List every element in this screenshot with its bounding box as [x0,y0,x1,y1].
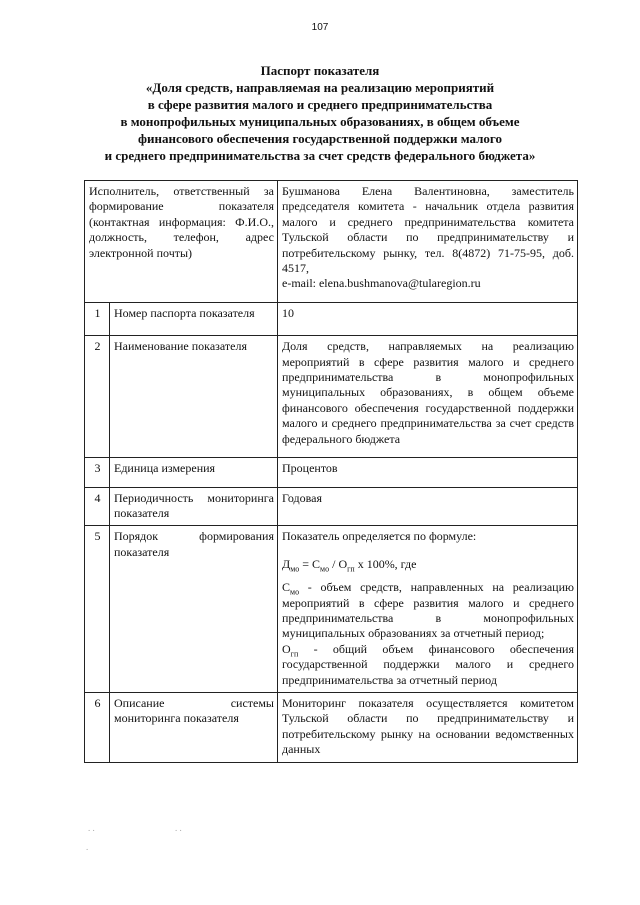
row-label: Порядок формирования показателя [110,526,278,693]
table-row-executor [85,181,578,303]
indicator-name: Доля средств, направляемых на реализацию мероприятий в сфере развития малого и среднего предпринимательства в монопрофильных муниципальных образованиях, в общем объеме финансового обеспечения государственной поддержки малого и среднего предпринимательства за счет средств федерального бюджета [282,339,574,446]
formula: $Д_{мо} = С_{мо} / О_{гп}$ х 100%, где [282,556,417,574]
row-label: Номер паспорта показателя [110,302,278,335]
title-line: Паспорт показателя [260,63,380,78]
scan-mark: . [86,842,89,852]
table-row [85,526,578,693]
row-number: 5 [85,526,110,693]
executor-label: Исполнитель, ответственный за формирование показателя (контактная информация: Ф.И.О., должность, телефон, адрес электронной почты) [85,181,278,303]
row-number: 1 [85,302,110,335]
title-line: в сфере развития малого и среднего предпринимательства [147,97,493,112]
row-value [278,336,578,458]
passport-table [84,180,578,763]
row-label: Описание системы мониторинга показателя [110,692,278,762]
row-label: Единица измерения [110,458,278,487]
passport-number: 10 [282,305,294,320]
formula-intro: Показатель определяется по формуле: [282,529,477,544]
row-number: 6 [85,692,110,762]
row-value [278,526,578,693]
row-label: Наименование показателя [110,336,278,458]
row-number: 4 [85,487,110,526]
title-line: в монопрофильных муниципальных образованиях, в общем объеме [120,114,520,129]
executor-email: e-mail: elena.bushmanova@tularegion.ru [282,276,481,291]
executor-value [278,181,578,303]
scan-mark: . . [175,823,182,833]
title-line: финансового обеспечения государственной поддержки малого [137,131,502,146]
row-number: 2 [85,336,110,458]
formula-definition-o: $О_{гп}$ - общий объем финансового обеспечения государственной поддержки малого и среднего предпринимательства за отчетный период [282,641,574,687]
table-row [85,692,578,762]
table-row [85,487,578,526]
row-value [278,302,578,335]
title-line: «Доля средств, направляемая на реализацию мероприятий [145,80,495,95]
row-value [278,458,578,487]
row-value: Мониторинг показателя осуществляется комитетом Тульской области по предпринимательству и потребительскому рынку на основании ведомственных данных [278,692,578,762]
formula-definition-c: $С_{мо}$ - объем средств, направленных на реализацию мероприятий в сфере развития малого и среднего предпринимательства в монопрофильных муниципальных образованиях за отчетный период; [282,580,574,641]
document-title [40,62,600,164]
scan-mark: . . [88,823,95,833]
page-number: 107 [311,22,329,33]
row-label: Периодичность мониторинга показателя [110,487,278,526]
title-line: и среднего предпринимательства за счет средств федерального бюджета» [104,148,536,163]
executor-contact: Бушманова Елена Валентиновна, заместитель председателя комитета - начальник отдела развития малого и среднего предпринимательства комитета Тульской области по предпринимательству и потребительскому рынку, тел. 8(4872) 71-75-95, доб. 4517, [282,184,574,276]
row-value: Годовая [278,487,578,526]
table-row [85,336,578,458]
table-row [85,458,578,487]
row-number: 3 [85,458,110,487]
unit-of-measure: Процентов [282,461,338,476]
table-row [85,302,578,335]
